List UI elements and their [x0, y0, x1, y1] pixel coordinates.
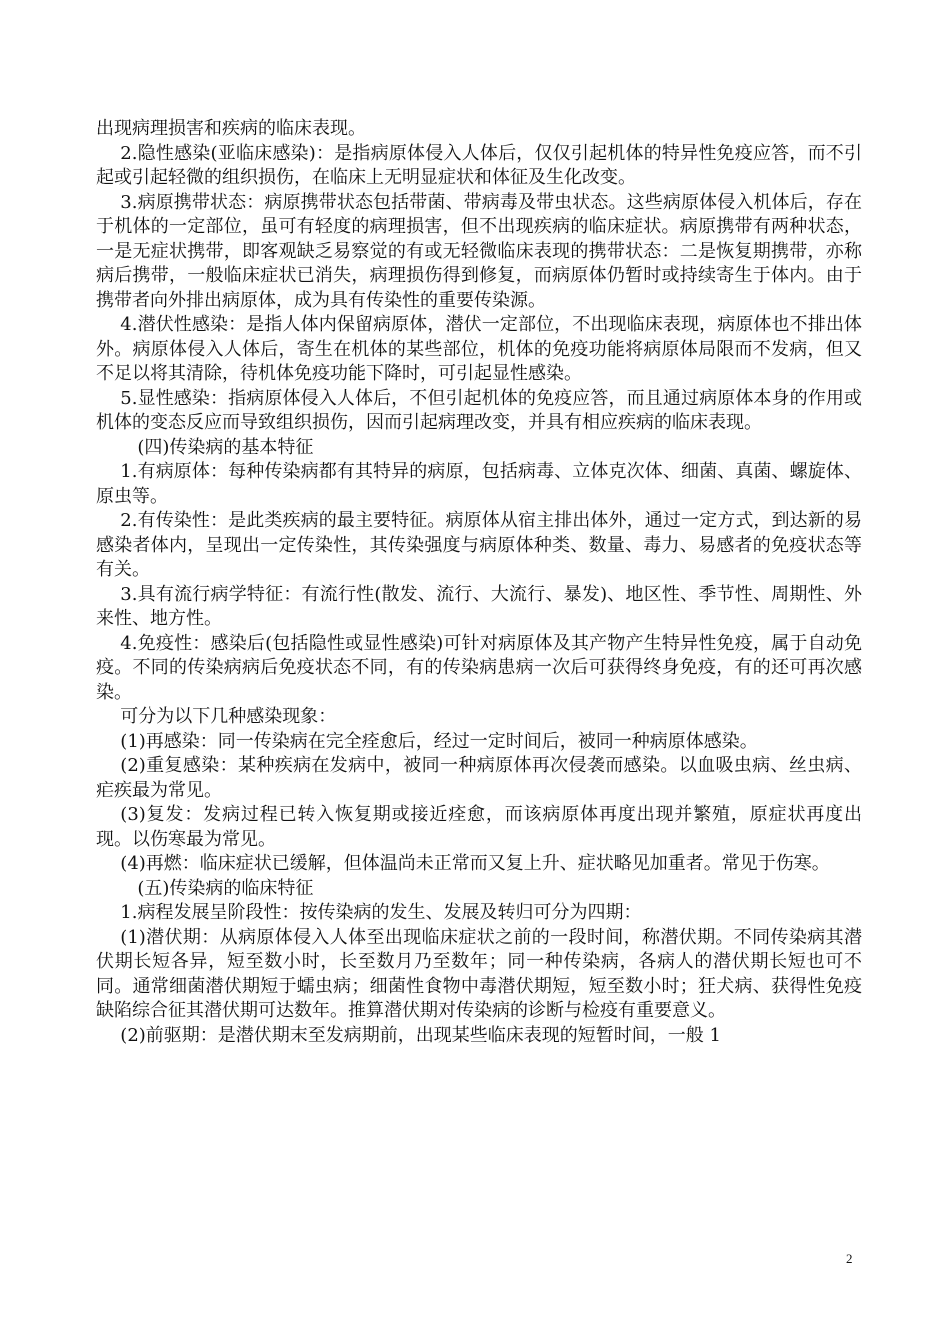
- paragraph: 可分为以下几种感染现象：: [120, 706, 337, 727]
- paragraph: (3)复发：发病过程已转入恢复期或接近痊愈，而该病原体再度出现并繁殖，原症状再度出现。以伤寒最为常见。: [96, 804, 862, 850]
- paragraph: (2)重复感染：某种疾病在发病中，被同一种病原体再次侵袭而感染。以血吸虫病、丝虫病、疟疾最为常见。: [96, 755, 862, 801]
- paragraph: (2)前驱期：是潜伏期末至发病期前，出现某些临床表现的短暂时间，一般 1: [120, 1024, 721, 1046]
- paragraph: (4)再燃：临床症状已缓解，但体温尚未正常而又复上升、症状略见加重者。常见于伤寒。: [120, 853, 830, 874]
- paragraph: (1)再感染：同一传染病在完全痊愈后，经过一定时间后，被同一种病原体感染。: [120, 730, 758, 752]
- paragraph: 3.具有流行病学特征：有流行性(散发、流行、大流行、暴发)、地区性、季节性、周期性、外来性、地方性。: [96, 583, 862, 629]
- paragraph: 2.隐性感染(亚临床感染)：是指病原体侵入人体后，仅仅引起机体的特异性免疫应答，而不引起或引起轻微的组织损伤，在临床上无明显症状和体征及生化改变。: [96, 142, 862, 188]
- paragraph: 3.病原携带状态：病原携带状态包括带菌、带病毒及带虫状态。这些病原体侵入机体后，存在于机体的一定部位，虽可有轻度的病理损害，但不出现疾病的临床症状。病原携带有两种状态，一是无症状携带，即客观缺乏易察觉的有或无轻微临床表现的携带状态：二是恢复期携带，亦称病后携带，一般临床症状已消失，病理损伤得到修复，而病原体仍暂时或持续寄生于体内。由于携带者向外排出病原体，成为具有传染性的重要传染源。: [96, 191, 862, 311]
- paragraph: 2.有传染性：是此类疾病的最主要特征。病原体从宿主排出体外，通过一定方式，到达新的易感染者体内，呈现出一定传染性，其传染强度与病原体种类、数量、毒力、易感者的免疫状态等有关。: [96, 510, 862, 580]
- paragraph: 4.免疫性：感染后(包括隐性或显性感染)可针对病原体及其产物产生特异性免疫，属于自动免疫。不同的传染病病后免疫状态不同，有的传染病患病一次后可获得终身免疫，有的还可再次感染。: [96, 632, 862, 703]
- paragraph: 4.潜伏性感染：是指人体内保留病原体，潜伏一定部位，不出现临床表现，病原体也不排出体外。病原体侵入人体后，寄生在机体的某些部位，机体的免疫功能将病原体局限而不发病，但又不足以将其清除，待机体免疫功能下降时，可引起显性感染。: [96, 314, 862, 384]
- document-body: [96, 117, 862, 1048]
- paragraph: 出现病理损害和疾病的临床表现。: [96, 118, 366, 139]
- paragraph: 1.病程发展呈阶段性：按传染病的发生、发展及转归可分为四期：: [120, 902, 642, 923]
- section-heading: (五)传染病的临床特征: [137, 877, 314, 899]
- paragraph: 1.有病原体：每种传染病都有其特异的病原，包括病毒、立体克次体、细菌、真菌、螺旋体、原虫等。: [96, 461, 862, 507]
- section-heading: (四)传染病的基本特征: [137, 436, 314, 458]
- page-number: 2: [846, 1251, 853, 1266]
- paragraph: (1)潜伏期：从病原体侵入人体至出现临床症状之前的一段时间，称潜伏期。不同传染病其潜伏期长短各异，短至数小时，长至数月乃至数年；同一种传染病，各病人的潜伏期长短也可不同。通常细菌潜伏期短于蠕虫病；细菌性食物中毒潜伏期短，短至数小时；狂犬病、获得性免疫缺陷综合征其潜伏期可达数年。推算潜伏期对传染病的诊断与检疫有重要意义。: [96, 926, 862, 1021]
- paragraph: 5.显性感染：指病原体侵入人体后，不但引起机体的免疫应答，而且通过病原体本身的作用或机体的变态反应而导致组织损伤，因而引起病理改变，并具有相应疾病的临床表现。: [96, 387, 862, 433]
